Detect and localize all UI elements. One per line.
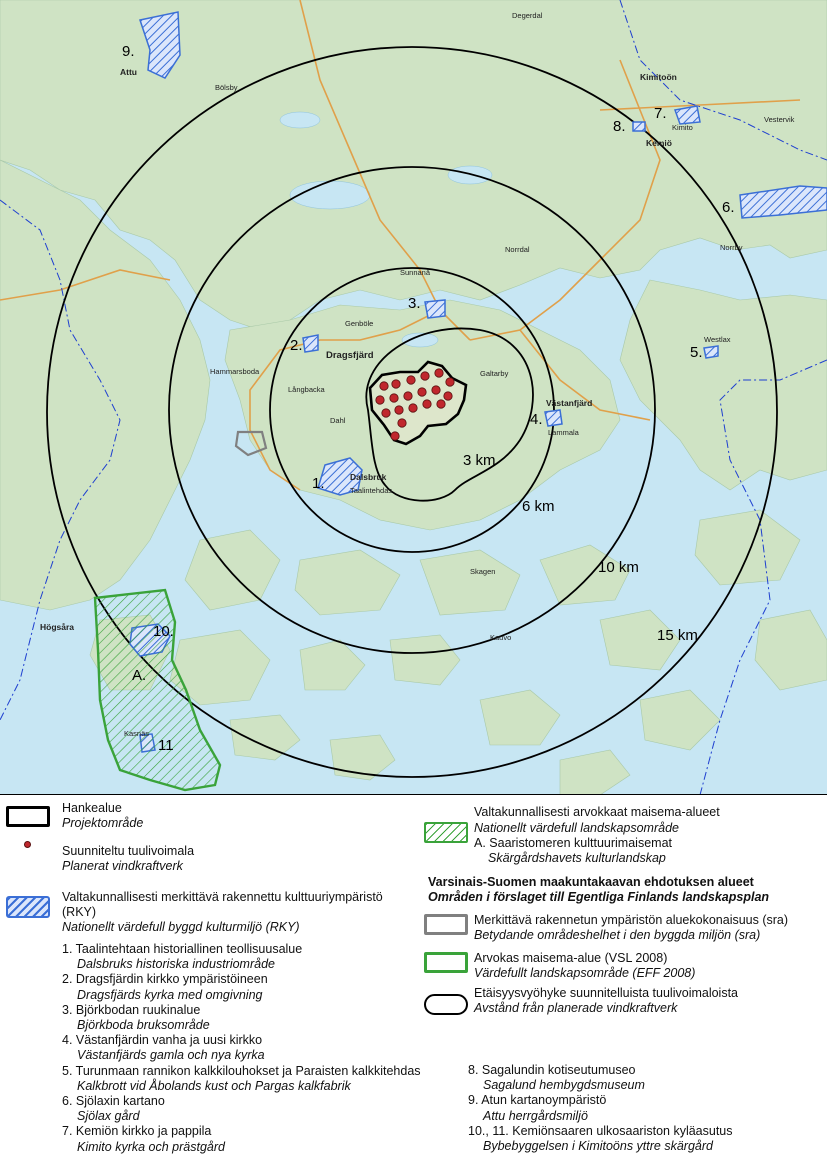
rky-area-4 bbox=[545, 410, 562, 426]
turbine-19 bbox=[391, 432, 399, 440]
place-lammala: Lammala bbox=[548, 428, 579, 437]
legend-symbol-rky bbox=[6, 896, 50, 918]
turbine-5 bbox=[435, 369, 443, 377]
place-westlax: Westlax bbox=[704, 335, 731, 344]
site-label-5: 5. bbox=[690, 344, 703, 361]
legend-sra-sv: Betydande områdeshelhet i den byggda miljön (sra) bbox=[474, 928, 761, 942]
legend-site-l-3-fi: 4. Västanfjärdin vanha ja uusi kirkko bbox=[62, 1033, 263, 1048]
legend-site-l-2-sv: Björkboda bruksområde bbox=[77, 1018, 210, 1033]
place-attu: Attu bbox=[120, 67, 137, 77]
site-label-3: 3. bbox=[408, 295, 421, 312]
legend-project-area-fi: Hankealue bbox=[62, 801, 122, 815]
legend-rky bbox=[62, 890, 383, 935]
legend-project-area bbox=[62, 801, 143, 831]
legend-site-l-1-sv: Dragsfjärds kyrka med omgivning bbox=[77, 987, 263, 1002]
turbine-7 bbox=[376, 396, 384, 404]
legend bbox=[0, 795, 827, 1167]
rky-area-2 bbox=[303, 335, 318, 352]
turbine-11 bbox=[432, 386, 440, 394]
site-label-1: 1. bbox=[312, 475, 325, 492]
legend-vsl bbox=[474, 951, 695, 981]
turbine-15 bbox=[409, 404, 417, 412]
turbine-13 bbox=[382, 409, 390, 417]
legend-site-l-6-fi: 7. Kemiön kirkko ja pappila bbox=[62, 1124, 212, 1139]
place-hammarsboda: Hammarsboda bbox=[210, 367, 260, 376]
site-label-6: 6. bbox=[722, 199, 735, 216]
legend-sra-fi: Merkittävä rakennetun ympäristön aluekokonaisuus (sra) bbox=[474, 913, 789, 927]
legend-symbol-project-area bbox=[6, 806, 50, 827]
legend-sites-left bbox=[62, 942, 421, 1155]
legend-landscape-heading bbox=[474, 805, 720, 820]
legend-site-r-2-sv: Bybebyggelsen i Kimitoöns yttre skärgård bbox=[483, 1139, 713, 1154]
legend-site-l-3-sv: Västanfjärds gamla och nya kyrka bbox=[77, 1048, 265, 1063]
legend-plan-heading bbox=[428, 875, 769, 905]
turbine-6 bbox=[446, 378, 454, 386]
place-hogsara: Högsåra bbox=[40, 622, 75, 632]
turbine-1 bbox=[380, 382, 388, 390]
place-degerdal: Degerdal bbox=[512, 11, 543, 20]
turbine-8 bbox=[390, 394, 398, 402]
place-vestervik: Vestervik bbox=[764, 115, 795, 124]
turbine-17 bbox=[437, 400, 445, 408]
place-kauvo: Kauvo bbox=[490, 633, 512, 642]
place-kemio: Kemiö bbox=[646, 138, 672, 148]
rky-area-3 bbox=[425, 300, 445, 318]
legend-site-r-1-fi: 9. Atun kartanoympäristö bbox=[468, 1093, 607, 1108]
place-dalsbruk: Dalsbruk bbox=[350, 472, 387, 482]
legend-site-l-5-sv: Sjölax gård bbox=[77, 1109, 140, 1124]
legend-vsl-fi: Arvokas maisema-alue (VSL 2008) bbox=[474, 951, 668, 965]
place-vastanfjard: Västanfjärd bbox=[546, 398, 593, 408]
site-label-4: 4. bbox=[530, 411, 543, 428]
legend-site-l-4-fi: 5. Turunmaan rannikon kalkkilouhokset ja Paraisten kalkkitehdas bbox=[62, 1063, 421, 1078]
place-kasnas: Kasnäs bbox=[124, 729, 150, 738]
legend-symbol-sra bbox=[424, 914, 468, 935]
legend-plan-heading-fi: Varsinais-Suomen maakuntakaavan ehdotuksen alueet bbox=[428, 875, 754, 889]
site-label-8: 8. bbox=[613, 118, 626, 135]
legend-site-r-0-fi: 8. Sagalundin kotiseutumuseo bbox=[468, 1063, 636, 1077]
legend-site-l-6-sv: Kimito kyrka och prästgård bbox=[77, 1139, 225, 1154]
legend-rky-fi: Valtakunnallisesti merkittävä rakennettu kulttuuriympäristö bbox=[62, 890, 383, 904]
legend-site-l-2-fi: 3. Björkbodan ruukinalue bbox=[62, 1002, 201, 1017]
place-bolsby: Bölsby bbox=[215, 83, 238, 92]
ring-label-3km: 3 km bbox=[463, 452, 496, 469]
place-kimitoon: Kimitoön bbox=[640, 72, 677, 82]
place-langbacka: Långbacka bbox=[288, 385, 325, 394]
legend-rky-fi2: (RKY) bbox=[62, 905, 97, 919]
rky-area-8 bbox=[633, 122, 645, 131]
site-label-9: 9. bbox=[122, 43, 135, 60]
legend-site-r-0-sv: Sagalund hembygdsmuseum bbox=[483, 1078, 645, 1093]
turbine-18 bbox=[398, 419, 406, 427]
place-taalintehdas: Taalintehdas bbox=[350, 486, 393, 495]
site-label-a: A. bbox=[132, 667, 147, 684]
legend-symbol-zone bbox=[424, 994, 468, 1015]
turbine-10 bbox=[418, 388, 426, 396]
place-dragsfjard: Dragsfjärd bbox=[326, 350, 374, 361]
legend-sites-right bbox=[468, 1063, 733, 1154]
legend-zones-fi: Etäisyysvyöhyke suunnitelluista tuulivoimaloista bbox=[474, 986, 739, 1000]
ring-label-15km: 15 km bbox=[657, 627, 698, 644]
legend-landscape-sv: Nationellt värdefull landskapsområde bbox=[474, 821, 679, 835]
place-kimito: Kimito bbox=[672, 123, 693, 132]
place-dahl: Dahl bbox=[330, 416, 346, 425]
legend-sra bbox=[474, 913, 788, 943]
turbine-2 bbox=[392, 380, 400, 388]
rky-area-5 bbox=[704, 346, 718, 358]
legend-rky-sv: Nationellt värdefull byggd kulturmiljö (RKY) bbox=[62, 920, 300, 934]
legend-site-l-4-sv: Kalkbrott vid Åbolands kust och Pargas kalkfabrik bbox=[77, 1078, 351, 1093]
ring-label-6km: 6 km bbox=[522, 498, 555, 515]
legend-site-l-0-fi: 1. Taalintehtaan historiallinen teollisuusalue bbox=[62, 942, 303, 956]
legend-plan-heading-sv: Områden i förslaget till Egentliga Finlands landskapsplan bbox=[428, 890, 770, 904]
legend-turbines bbox=[62, 844, 194, 874]
turbine-4 bbox=[421, 372, 429, 380]
legend-zones bbox=[474, 986, 738, 1016]
site-label-7: 7. bbox=[654, 105, 667, 122]
place-sunnana: Sunnanå bbox=[400, 268, 431, 277]
legend-site-l-1-fi: 2. Dragsfjärdin kirkko ympäristöineen bbox=[62, 972, 268, 987]
place-galtarby: Galtarby bbox=[480, 369, 509, 378]
legend-symbol-vsl bbox=[424, 952, 468, 973]
place-norrdal: Norrdal bbox=[505, 245, 530, 254]
place-genbole: Genböle bbox=[345, 319, 374, 328]
legend-landscape-a-fi: A. Saaristomeren kulttuurimaisemat bbox=[474, 836, 672, 850]
legend-landscape-fi: Valtakunnallisesti arvokkaat maisema-alueet bbox=[474, 805, 720, 819]
legend-project-area-sv: Projektområde bbox=[62, 816, 144, 830]
turbine-14 bbox=[395, 406, 403, 414]
legend-turbines-sv: Planerat vindkraftverk bbox=[62, 859, 183, 873]
site-label-2: 2. bbox=[290, 337, 303, 354]
ring-label-10km: 10 km bbox=[598, 559, 639, 576]
place-skagen: Skagen bbox=[470, 567, 496, 576]
site-label-11: 11 bbox=[158, 737, 174, 754]
legend-zones-sv: Avstånd från planerade vindkraftverk bbox=[474, 1001, 678, 1015]
legend-symbol-turbine bbox=[24, 841, 31, 848]
turbine-16 bbox=[423, 400, 431, 408]
legend-site-r-2-fi: 10., 11. Kemiönsaaren ulkosaariston kyläasutus bbox=[468, 1123, 733, 1138]
turbine-3 bbox=[407, 376, 415, 384]
legend-landscape-a-sv: Skärgårdshavets kulturlandskap bbox=[488, 851, 666, 865]
turbine-12 bbox=[444, 392, 452, 400]
legend-site-l-0-sv: Dalsbruks historiska industriområde bbox=[77, 957, 275, 972]
legend-site-l-5-fi: 6. Sjölaxin kartano bbox=[62, 1094, 165, 1109]
site-label-10: 10. bbox=[153, 623, 174, 640]
turbine-9 bbox=[404, 392, 412, 400]
rky-area-7 bbox=[675, 106, 700, 124]
legend-landscape bbox=[474, 821, 679, 866]
legend-symbol-landscape bbox=[424, 822, 468, 843]
legend-site-r-1-sv: Attu herrgårdsmiljö bbox=[483, 1108, 588, 1123]
legend-vsl-sv: Värdefullt landskapsområde (EFF 2008) bbox=[474, 966, 696, 980]
place-norrby: Norrby bbox=[720, 243, 743, 252]
legend-turbines-fi: Suunniteltu tuulivoimala bbox=[62, 844, 195, 858]
